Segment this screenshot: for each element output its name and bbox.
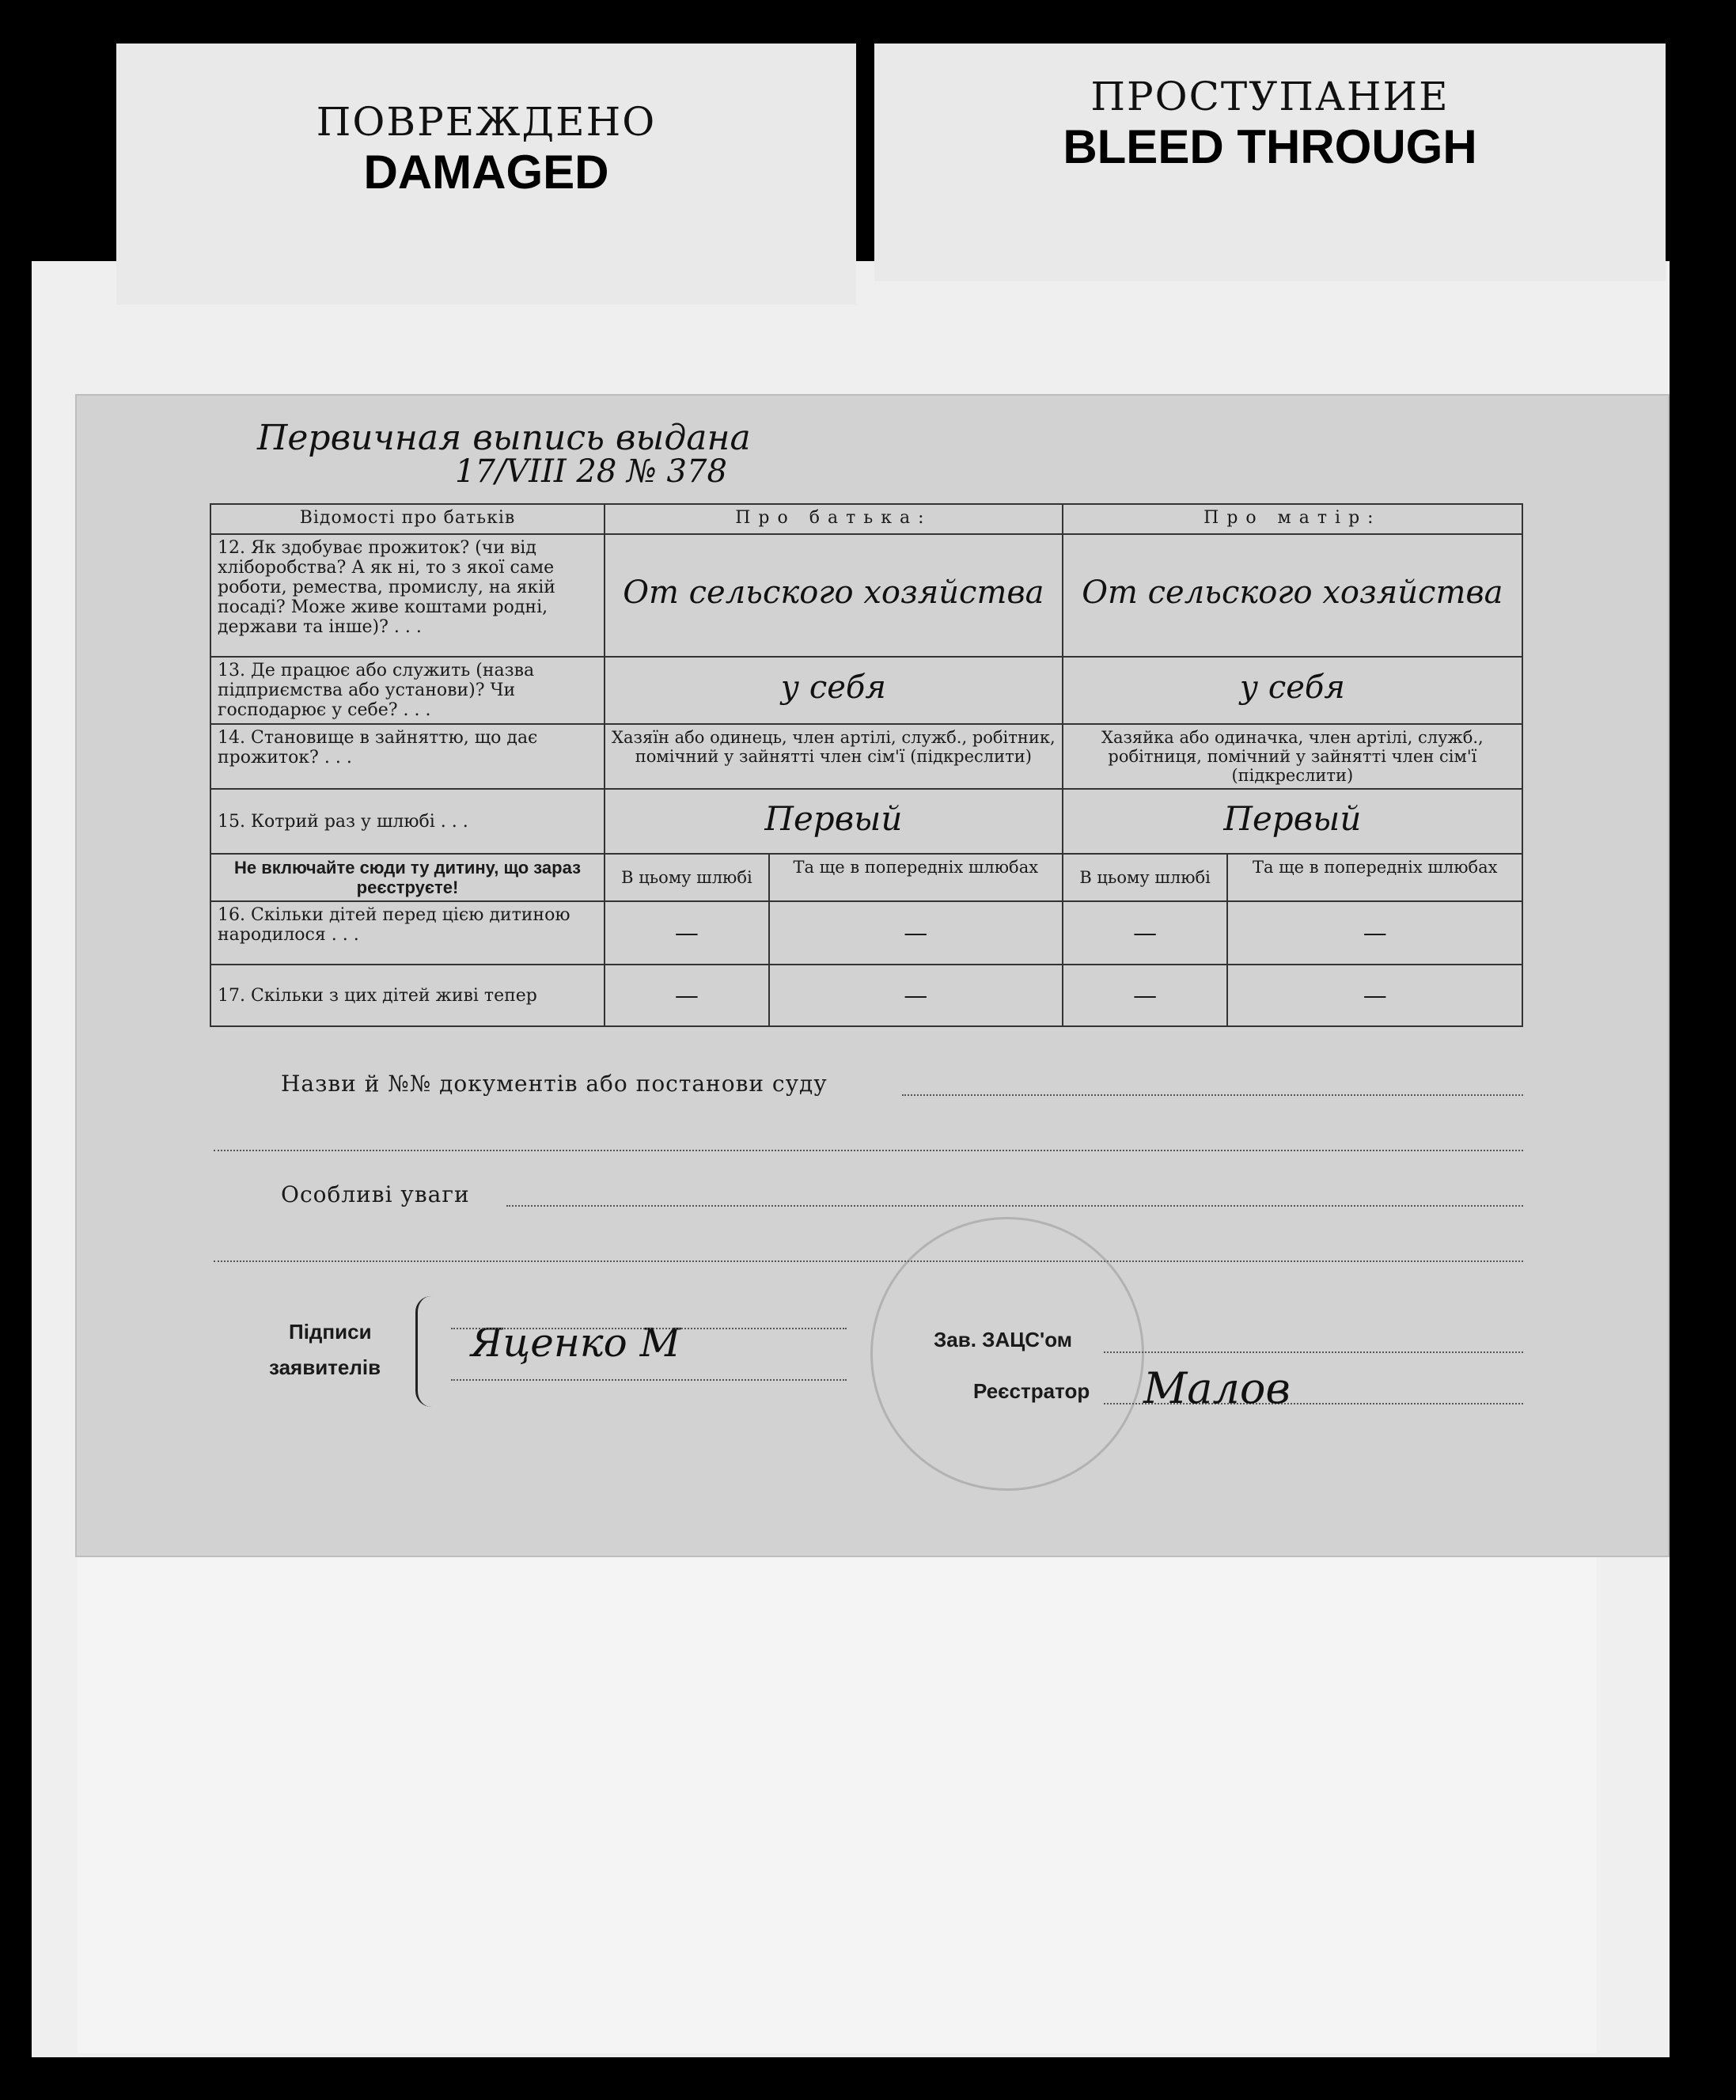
col-father-this-marriage: В цьому шлюбі [605, 854, 769, 901]
answer-15-mother: Первый [1063, 789, 1522, 854]
question-15: 15. Котрий раз у шлюбі . . . [210, 789, 605, 854]
answer-16-mother-this: — [1063, 901, 1228, 965]
header-info: Відомості про батьків [210, 504, 605, 534]
signatures-label-2: заявителів [269, 1355, 381, 1379]
damaged-tag [116, 44, 856, 305]
question-16: 16. Скільки дітей перед цією дитиною народилося . . . [210, 901, 605, 965]
head-label: Зав. ЗАЦС'ом [934, 1328, 1072, 1351]
note-line-1: Первичная выпись выдана [257, 418, 751, 458]
col-mother-this-marriage: В цьому шлюбі [1063, 854, 1228, 901]
header-father: Про батька: [605, 504, 1063, 534]
answer-12-mother: От сельского хозяйства [1063, 534, 1522, 657]
parents-table [210, 503, 1523, 1027]
answer-17-father-prev: — [769, 965, 1063, 1026]
answer-17-mother-prev: — [1227, 965, 1522, 1026]
answer-16-father-this: — [605, 901, 769, 965]
warning-exclude-child: Не включайте сюди ту дитину, що зараз реєструєте! [210, 854, 605, 901]
answer-16-father-prev: — [769, 901, 1063, 965]
documents-line [902, 1094, 1523, 1096]
answer-16-mother-prev: — [1227, 901, 1522, 965]
registrar-signature: Малов [1143, 1363, 1291, 1413]
registrar-label: Реєстратор [973, 1379, 1090, 1403]
bleed-through-tag [874, 44, 1666, 281]
note-line-2: 17/VIII 28 № 378 [455, 453, 727, 490]
answer-17-mother-this: — [1063, 965, 1228, 1026]
signature-line-1 [451, 1328, 847, 1329]
official-stamp [870, 1217, 1144, 1491]
col-mother-prev-marriages: Та ще в попередніх шлюбах [1227, 854, 1522, 901]
signatures-label-1: Підписи [289, 1320, 372, 1344]
damaged-tag-ru: ПОВРЕЖДЕНО [316, 99, 657, 145]
question-13: 13. Де працює або служить (назва підприємства або установи)? Чи господарює у себе? . . . [210, 657, 605, 724]
documents-label: Назви й №№ документів або постанови суду [281, 1071, 828, 1097]
remarks-label: Особливі уваги [281, 1181, 470, 1207]
damaged-tag-en: DAMAGED [363, 146, 609, 199]
bleed-tag-en: BLEED THROUGH [1063, 120, 1477, 173]
answer-14-mother: Хазяйка або одиначка, член артілі, служб., робітниця, помічний у зайнятті член сім'ї (підкреслити) [1063, 724, 1522, 789]
head-signature-line [1104, 1351, 1523, 1353]
remarks-line [506, 1205, 1523, 1207]
remarks-line-2 [214, 1260, 1523, 1262]
answer-14-father: Хазяїн або одинець, член артілі, служб., робітник, помічний у зайнятті член сім'ї (підкреслити) [605, 724, 1063, 789]
record-card [75, 394, 1670, 1557]
question-17: 17. Скільки з цих дітей живі тепер [210, 965, 605, 1026]
documents-line-2 [214, 1150, 1523, 1151]
applicant-signature: Яценко М [471, 1320, 680, 1366]
header-mother: Про матір: [1063, 504, 1522, 534]
question-12: 12. Як здобуває прожиток? (чи від хліборобства? А як ні, то з якої саме роботи, ремества, промислу, на якій посаді? Може живе коштами родні, держави та інше)? . . . [210, 534, 605, 657]
bleed-tag-ru: ПРОСТУПАНИЕ [1090, 74, 1450, 119]
answer-17-father-this: — [605, 965, 769, 1026]
signature-line-2 [451, 1379, 847, 1381]
answer-15-father: Первый [605, 789, 1063, 854]
answer-13-father: у себя [605, 657, 1063, 724]
answer-12-father: От сельского хозяйства [605, 534, 1063, 657]
signature-brace [415, 1296, 442, 1407]
answer-13-mother: у себя [1063, 657, 1522, 724]
col-father-prev-marriages: Та ще в попередніх шлюбах [769, 854, 1063, 901]
question-14: 14. Становище в зайняттю, що дає прожиток? . . . [210, 724, 605, 789]
